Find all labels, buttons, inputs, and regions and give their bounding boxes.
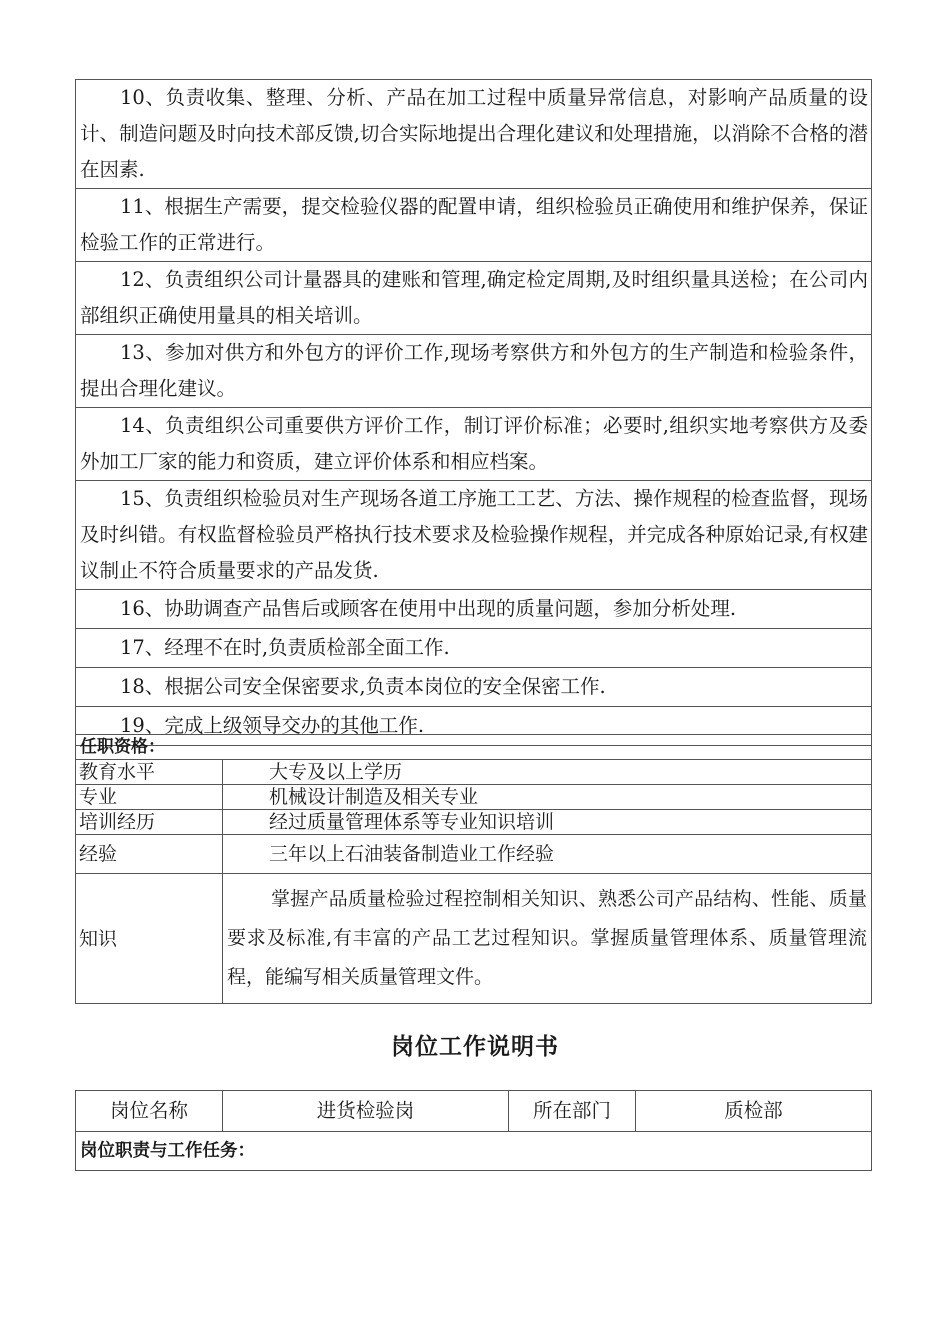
- duty-item: 13、参加对供方和外包方的评价工作,现场考察供方和外包方的生产制造和检验条件，提出合理化建议。: [76, 335, 872, 408]
- qualifications-table: [75, 734, 872, 1004]
- qualifications-header: 任职资格：: [76, 735, 872, 760]
- duties-table: [75, 79, 872, 746]
- duty-row: [76, 408, 872, 481]
- duty-row: [76, 80, 872, 189]
- duty-item: 12、负责组织公司计量器具的建账和管理,确定检定周期,及时组织量具送检；在公司内部组织正确使用量具的相关培训。: [76, 262, 872, 335]
- post-name-label: 岗位名称: [76, 1091, 223, 1132]
- duty-item: 18、根据公司安全保密要求,负责本岗位的安全保密工作.: [76, 668, 872, 707]
- qualification-value: 大专及以上学历: [223, 760, 872, 785]
- qualification-row: [76, 810, 872, 835]
- qualification-row: [76, 874, 872, 1004]
- qualification-label: 经验: [76, 835, 223, 874]
- post-info-table: [75, 1090, 872, 1171]
- duty-row: [76, 481, 872, 590]
- qualification-label: 知识: [76, 874, 223, 1004]
- duty-item: 17、经理不在时,负责质检部全面工作.: [76, 629, 872, 668]
- duty-item: 19、完成上级领导交办的其他工作.: [76, 707, 872, 746]
- qualification-label: 专业: [76, 785, 223, 810]
- duties-header-row: [76, 1132, 872, 1171]
- post-info-row: [76, 1091, 872, 1132]
- department-label: 所在部门: [509, 1091, 636, 1132]
- qualification-label: 培训经历: [76, 810, 223, 835]
- duty-row: [76, 668, 872, 707]
- qualifications-header-row: [76, 735, 872, 760]
- duty-item: 14、负责组织公司重要供方评价工作，制订评价标准；必要时,组织实地考察供方及委外加工厂家的能力和资质，建立评价体系和相应档案。: [76, 408, 872, 481]
- qualification-row: [76, 835, 872, 874]
- duty-item: 11、根据生产需要，提交检验仪器的配置申请，组织检验员正确使用和维护保养，保证检验工作的正常进行。: [76, 189, 872, 262]
- duty-item: 15、负责组织检验员对生产现场各道工序施工工艺、方法、操作规程的检查监督，现场及时纠错。有权监督检验员严格执行技术要求及检验操作规程，并完成各种原始记录,有权建议制止不符合质量要求的产品发货.: [76, 481, 872, 590]
- duties-section-header: 岗位职责与工作任务：: [76, 1132, 872, 1171]
- post-name-value: 进货检验岗: [223, 1091, 509, 1132]
- qualification-value: 机械设计制造及相关专业: [223, 785, 872, 810]
- document-title: 岗位工作说明书: [391, 1034, 559, 1060]
- duty-row: [76, 590, 872, 629]
- qualification-value: 掌握产品质量检验过程控制相关知识、熟悉公司产品结构、性能、质量要求及标准,有丰富的产品工艺过程知识。掌握质量管理体系、质量管理流程，能编写相关质量管理文件。: [223, 874, 872, 1004]
- duty-item: 16、协助调查产品售后或顾客在使用中出现的质量问题，参加分析处理.: [76, 590, 872, 629]
- qualification-row: [76, 785, 872, 810]
- department-value: 质检部: [636, 1091, 872, 1132]
- duty-item: 10、负责收集、整理、分析、产品在加工过程中质量异常信息，对影响产品质量的设计、制造问题及时向技术部反馈,切合实际地提出合理化建议和处理措施，以消除不合格的潜在因素.: [76, 80, 872, 189]
- duty-row: [76, 335, 872, 408]
- qualification-label: 教育水平: [76, 760, 223, 785]
- qualification-row: [76, 760, 872, 785]
- duty-row: [76, 262, 872, 335]
- duty-row: [76, 629, 872, 668]
- duty-row: [76, 189, 872, 262]
- qualification-value: 三年以上石油装备制造业工作经验: [223, 835, 872, 874]
- qualification-value: 经过质量管理体系等专业知识培训: [223, 810, 872, 835]
